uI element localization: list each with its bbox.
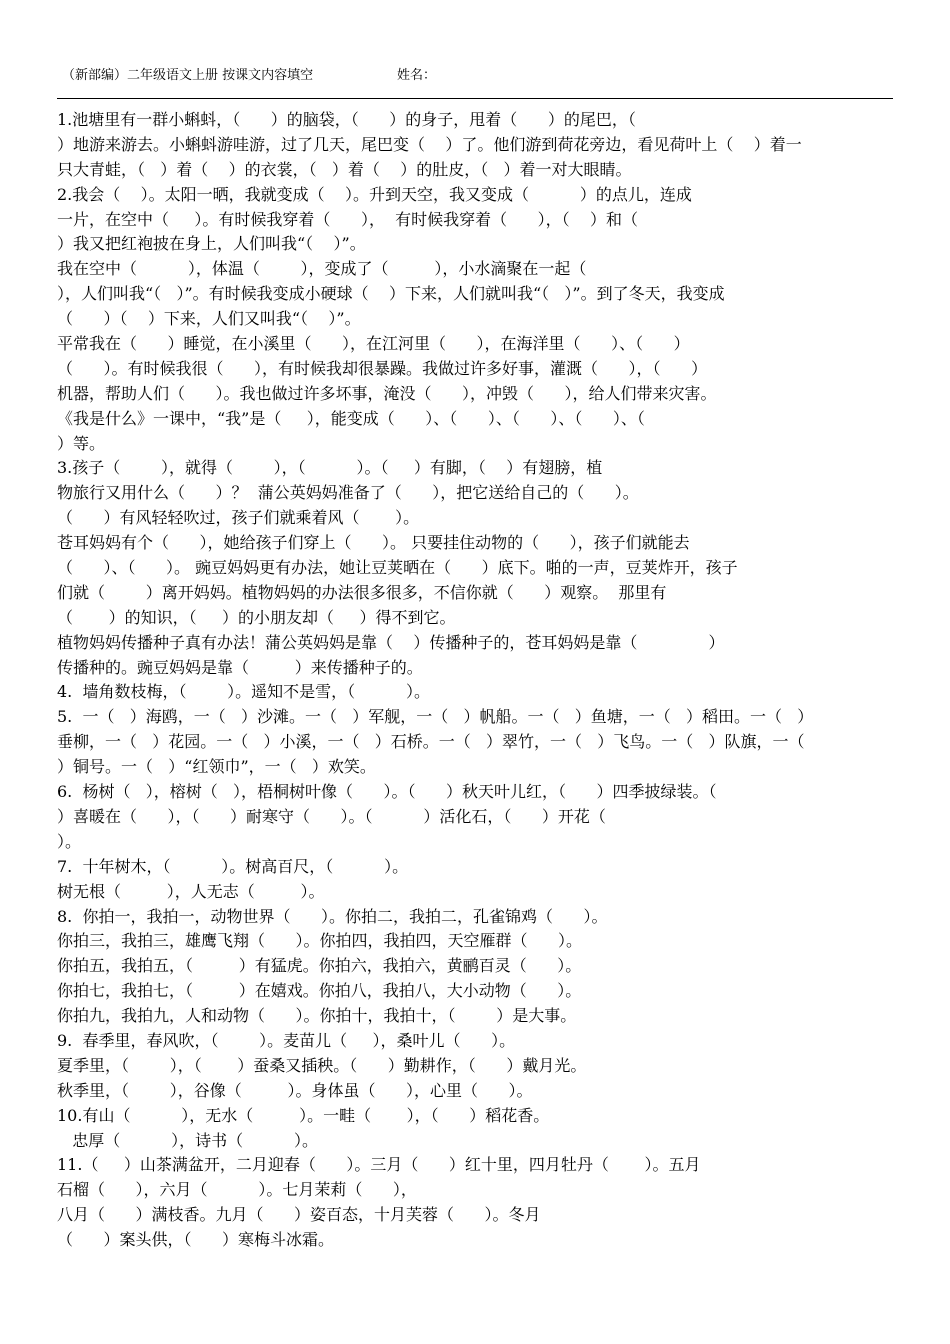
- text-line: ）铜号。一（ ）“红领巾”，一（ ）欢笑。: [57, 757, 376, 777]
- text-line: 2.我会（ ）。太阳一晒，我就变成（ ）。升到天空，我又变成（ ）的点儿，连成: [57, 184, 692, 204]
- text-line: 8. 你拍一，我拍一，动物世界（ ）。你拍二，我拍二，孔雀锦鸡（ ）。: [57, 906, 608, 926]
- text-line: 物旅行又用什么（ ）？ 蒲公英妈妈准备了（ ），把它送给自己的（ ）。: [57, 483, 639, 503]
- text-line: 苍耳妈妈有个（ ），她给孩子们穿上（ ）。 只要挂住动物的（ ），孩子们就能去: [57, 533, 690, 553]
- text-line: 石榴（ ），六月（ ）。七月茉莉（ ），: [57, 1180, 417, 1200]
- fill-in-blank-content: [57, 108, 893, 1253]
- text-line: （ ）。有时候我很（ ），有时候我却很暴躁。我做过许多好事，灌溉（ ），（ ）: [57, 358, 708, 378]
- text-line: 八月（ ）满枝香。九月（ ）姿百态，十月芙蓉（ ）。冬月: [57, 1205, 541, 1225]
- text-line: 只大青蛙，（ ）着（ ）的衣裳，（ ）着（ ）的肚皮，（ ）着一对大眼睛。: [57, 159, 632, 179]
- text-line: ）等。: [57, 433, 106, 453]
- text-line: 夏季里，（ ），（ ）蚕桑又插秧。（ ）勤耕作，（ ）戴月光。: [57, 1055, 587, 1075]
- text-line: 11.（ ）山茶满盆开，二月迎春（ ）。三月（ ）红十里，四月牡丹（ ）。五月: [57, 1155, 701, 1175]
- text-line: 你拍七，我拍七，（ ）在嬉戏。你拍八，我拍八，大小动物（ ）。: [57, 981, 582, 1001]
- text-line: 我在空中（ ），体温（ ），变成了（ ），小水滴聚在一起（: [57, 259, 587, 279]
- text-line: 们就（ ）离开妈妈。植物妈妈的办法很多很多，不信你就（ ）观察。 那里有: [57, 582, 667, 602]
- text-line: （ ）的知识，（ ）的小朋友却（ ）得不到它。: [57, 607, 456, 627]
- text-line: 1.池塘里有一群小蝌蚪，（ ）的脑袋，（ ）的身子，甩着（ ）的尾巴，（: [57, 110, 636, 129]
- text-line: （ ）有风轻轻吹过，孩子们就乘着风（ ）。: [57, 508, 420, 528]
- text-line: 植物妈妈传播种子真有办法！蒲公英妈妈是靠（ ）传播种子的，苍耳妈妈是靠（ ）: [57, 632, 725, 652]
- text-line: ）地游来游去。小蝌蚪游哇游，过了几天，尾巴变（ ）了。他们游到荷花旁边，看见荷叶上（ ）着一: [57, 134, 802, 154]
- text-line: （ ）、（ ）。 豌豆妈妈更有办法，她让豆荚晒在（ ）底下。啪的一声，豆荚炸开，孩子: [57, 558, 738, 578]
- text-line: 平常我在（ ）睡觉，在小溪里（ ），在江河里（ ），在海洋里（ ）、（ ）: [57, 334, 690, 354]
- text-line: ）我又把红袍披在身上，人们叫我“（ ）”。: [57, 234, 366, 254]
- text-line: ），人们叫我“（ ）”。有时候我变成小硬球（ ）下来，人们就叫我“（ ）”。到了冬天，我变成: [57, 284, 725, 304]
- text-line: 树无根（ ），人无志（ ）。: [57, 881, 325, 901]
- text-line: 5. 一（ ）海鸥，一（ ）沙滩。一（ ）军舰，一（ ）帆船。一（ ）鱼塘，一（ ）稻田。一（ ）: [57, 707, 814, 727]
- text-line: 传播种的。豌豆妈妈是靠（ ）来传播种子的。: [57, 657, 423, 677]
- header-divider: [57, 98, 893, 99]
- text-line: 一片，在空中（ ）。有时候我穿着（ ）， 有时候我穿着（ ），（ ）和（: [57, 209, 638, 229]
- text-line: 4. 墙角数枝梅，（ ）。遥知不是雪，（ ）。: [57, 682, 430, 702]
- worksheet-title: （新部编）二年级语文上册 按课文内容填空: [62, 68, 314, 83]
- text-line: 机器，帮助人们（ ）。我也做过许多坏事，淹没（ ），冲毁（ ），给人们带来灾害。: [57, 383, 717, 403]
- text-line: （ ）（ ）下来，人们又叫我“（ ）”。: [57, 309, 361, 329]
- text-line: 3.孩子（ ），就得（ ），（ ）。（ ）有脚，（ ）有翅膀，植: [57, 458, 603, 478]
- text-line: 《我是什么》一课中，“我”是（ ），能变成（ ）、（ ）、（ ）、（ ）、（: [57, 408, 645, 428]
- text-line: 垂柳，一（ ）花园。一（ ）小溪，一（ ）石桥。一（ ）翠竹，一（ ）飞鸟。一（ ）队旗，一（: [57, 732, 805, 752]
- text-line: 秋季里，（ ），谷像（ ）。身体虽（ ），心里（ ）。: [57, 1080, 533, 1100]
- text-line: 7. 十年树木，（ ）。树高百尺，（ ）。: [57, 856, 409, 876]
- text-line: 10.有山（ ），无水（ ）。一畦（ ），（ ）稻花香。: [57, 1105, 550, 1125]
- text-line: 你拍九，我拍九，人和动物（ ）。你拍十，我拍十，（ ）是大事。: [57, 1006, 577, 1026]
- text-line: ）。: [57, 831, 82, 851]
- text-line: 忠厚（ ），诗书（ ）。: [57, 1130, 318, 1150]
- text-line: 你拍三，我拍三，雄鹰飞翔（ ）。你拍四，我拍四，天空雁群（ ）。: [57, 931, 583, 951]
- worksheet-header: [62, 66, 892, 86]
- name-field-label: 姓名：: [397, 68, 437, 83]
- text-line: 你拍五，我拍五，（ ）有猛虎。你拍六，我拍六，黄鹂百灵（ ）。: [57, 956, 582, 976]
- text-line: 9. 春季里，春风吹，（ ）。麦苗儿（ ），桑叶儿（ ）。: [57, 1030, 516, 1050]
- text-line: （ ）案头供，（ ）寒梅斗冰霜。: [57, 1230, 335, 1250]
- text-line: ）喜暖在（ ），（ ）耐寒守（ ）。（ ）活化石，（ ）开花（: [57, 806, 606, 826]
- text-line: 6. 杨树（ ），榕树（ ），梧桐树叶像（ ）。（ ）秋天叶儿红，（ ）四季披绿装。（: [57, 782, 717, 802]
